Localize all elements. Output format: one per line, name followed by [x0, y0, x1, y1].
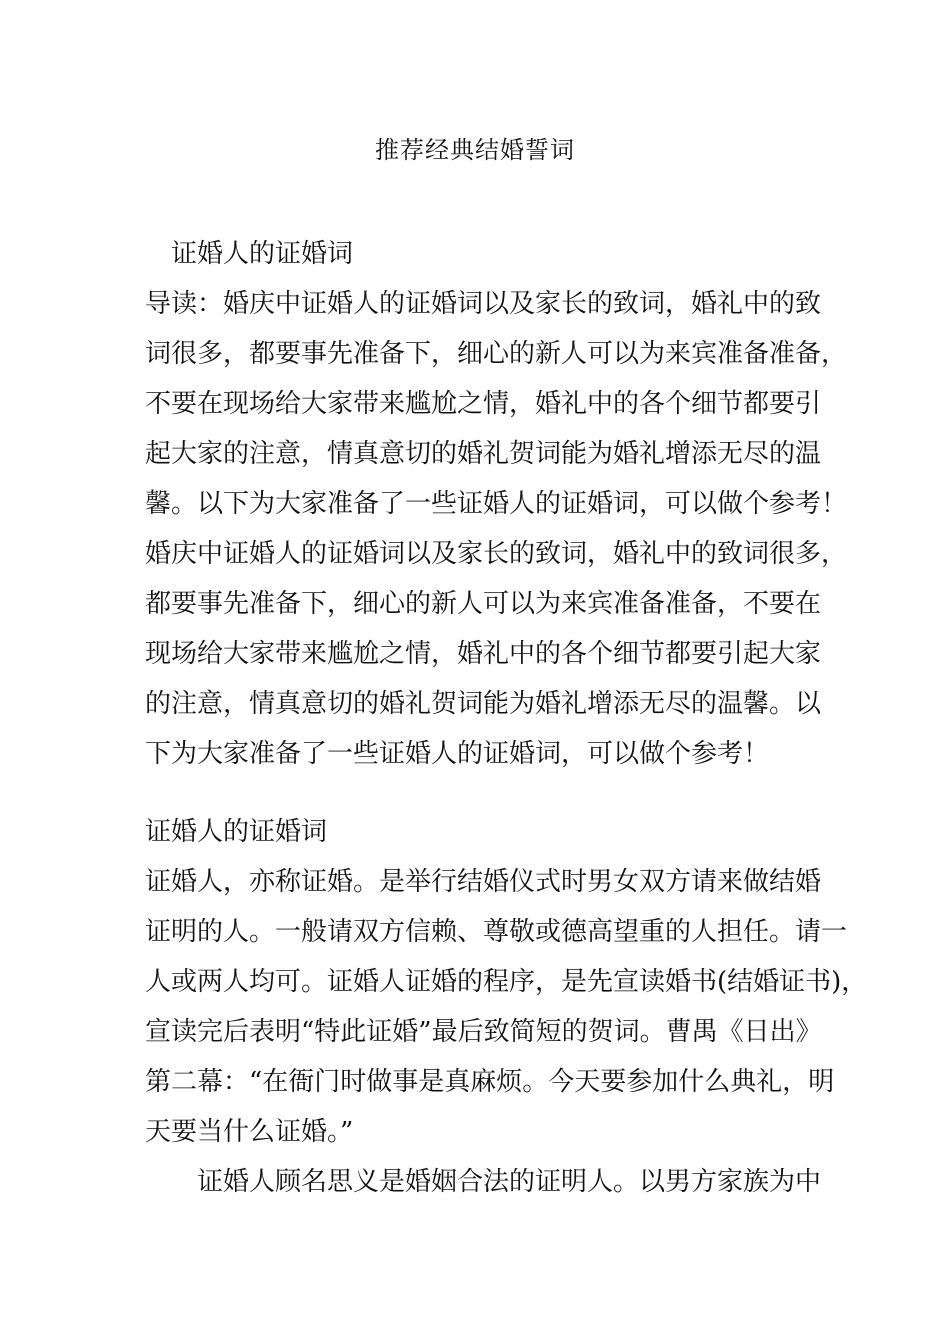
paragraph-line: 证明的人。一般请双方信赖、尊敬或德高望重的人担任。请一	[145, 917, 848, 947]
document-body	[145, 229, 868, 1207]
section-heading: 证婚人的证婚词	[171, 239, 354, 269]
paragraph-line: 宣读完后表明“特此证婚”最后致简短的贺词。曹禺《日出》	[145, 1017, 822, 1047]
paragraph-line: 导读：婚庆中证婚人的证婚词以及家长的致词，婚礼中的致	[145, 289, 822, 319]
paragraph-line: 馨。以下为大家准备了一些证婚人的证婚词，可以做个参考！	[145, 489, 848, 519]
paragraph-line: 都要事先准备下，细心的新人可以为来宾准备准备，不要在	[145, 589, 822, 619]
paragraph-line: 不要在现场给大家带来尴尬之情，婚礼中的各个细节都要引	[145, 389, 822, 419]
paragraph-line: 现场给大家带来尴尬之情，婚礼中的各个细节都要引起大家	[145, 639, 822, 669]
paragraph-line: 词很多，都要事先准备下，细心的新人可以为来宾准备准备，	[145, 339, 848, 369]
paragraph-line: 证婚人，亦称证婚。是举行结婚仪式时男女双方请来做结婚	[145, 867, 822, 897]
paragraph-line: 人或两人均可。证婚人证婚的程序，是先宣读婚书(结婚证书)，	[145, 967, 868, 997]
paragraph-line: 天要当什么证婚。”	[145, 1117, 354, 1147]
paragraph-line: 起大家的注意，情真意切的婚礼贺词能为婚礼增添无尽的温	[145, 439, 822, 469]
paragraph-line: 下为大家准备了一些证婚人的证婚词，可以做个参考！	[145, 739, 770, 769]
paragraph-line: 第二幕：“在衙门时做事是真麻烦。今天要参加什么典礼，明	[145, 1067, 835, 1097]
section-heading: 证婚人的证婚词	[145, 817, 328, 847]
paragraph-line: 婚庆中证婚人的证婚词以及家长的致词，婚礼中的致词很多，	[145, 539, 848, 569]
paragraph-line: 证婚人顾名思义是婚姻合法的证明人。以男方家族为中	[197, 1167, 822, 1197]
document-title: 推荐经典结婚誓词	[375, 136, 575, 164]
paragraph-gap	[145, 779, 815, 807]
paragraph-line: 的注意，情真意切的婚礼贺词能为婚礼增添无尽的温馨。以	[145, 689, 822, 719]
